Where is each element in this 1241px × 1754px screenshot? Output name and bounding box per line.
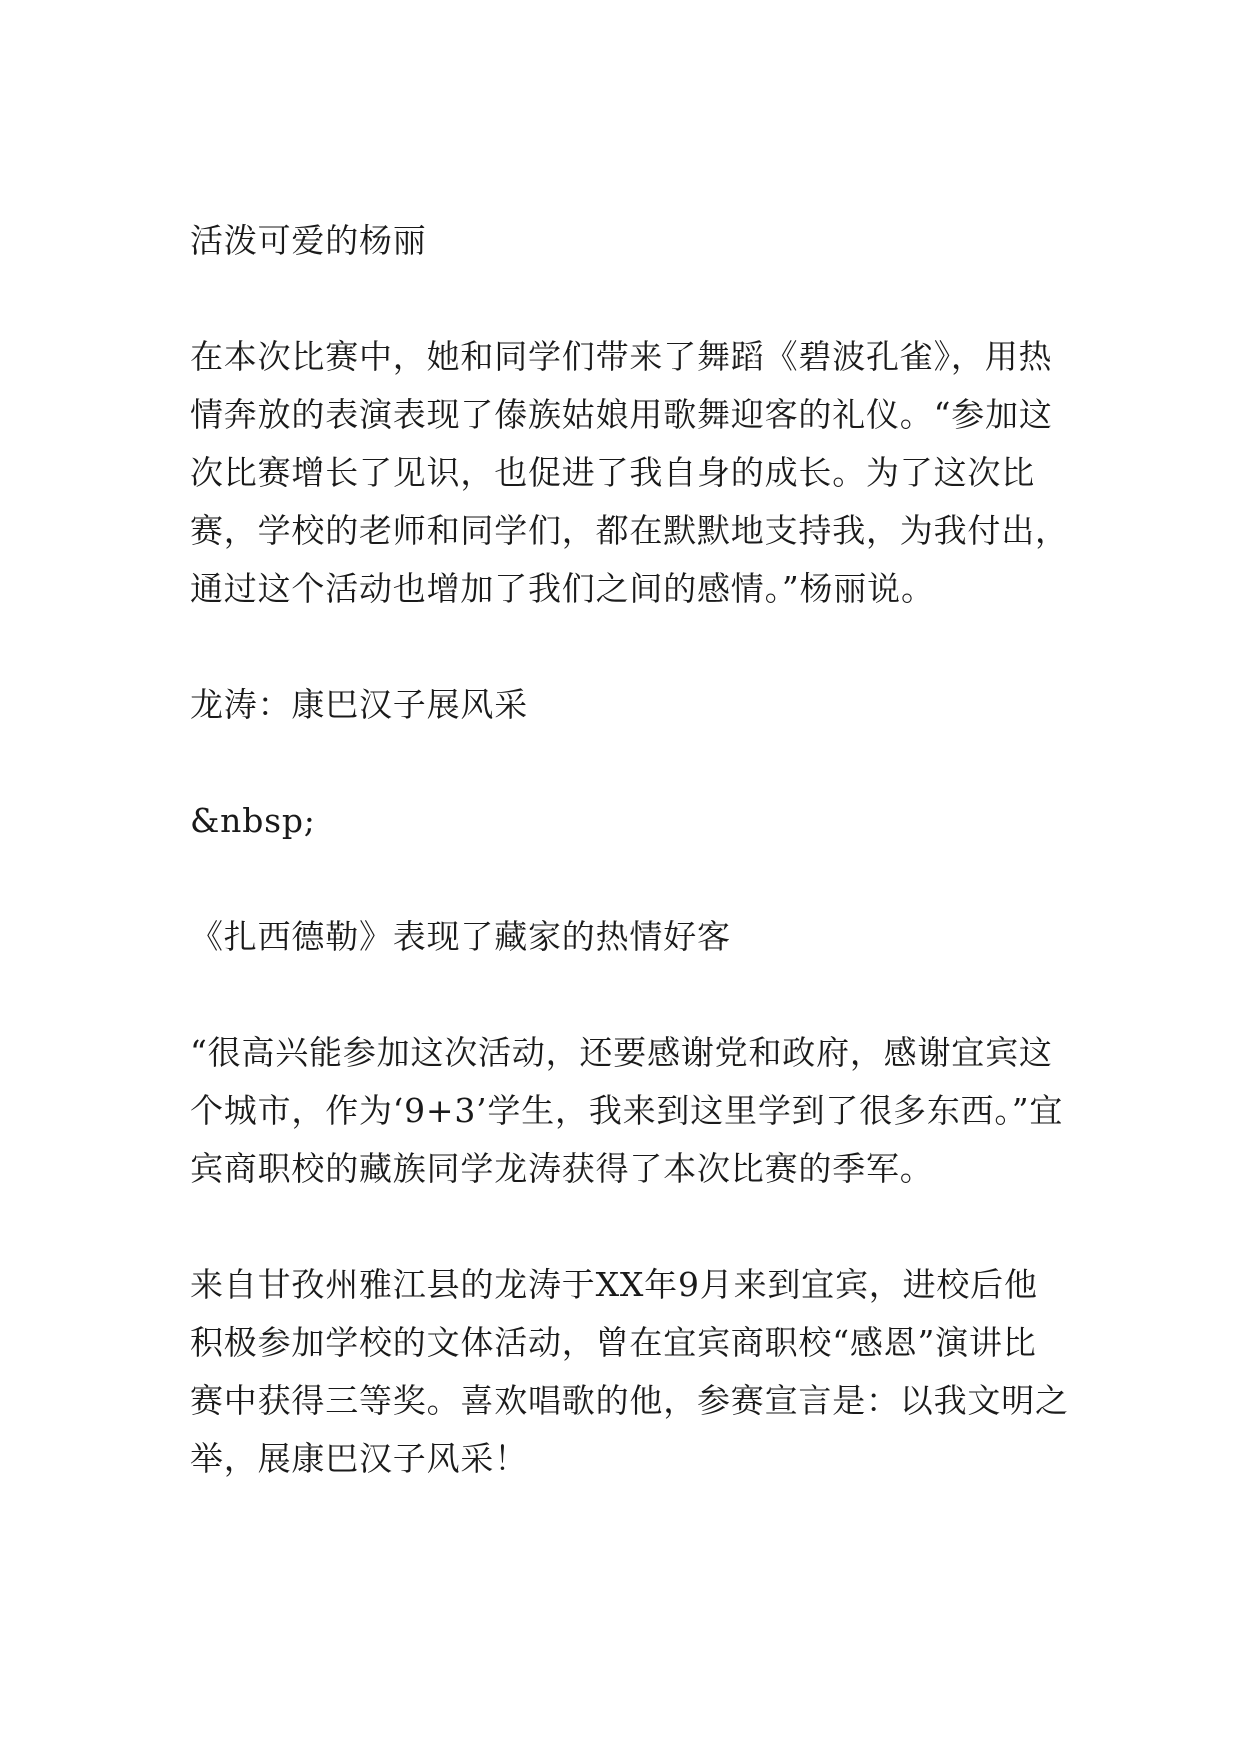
paragraph-yang-li-performance: 在本次比赛中，她和同学们带来了舞蹈《碧波孔雀》，用热情奔放的表演表现了傣族姑娘用歌舞迎客的礼仪。“参加这次比赛增长了见识，也促进了我自身的成长。为了这次比赛，学校的老师和同学们，都在默默地支持我，为我付出，通过这个活动也增加了我们之间的感情。”杨丽说。	[190, 337, 1069, 608]
placeholder-nbsp-text: &nbsp;	[190, 801, 316, 840]
paragraph-long-tao-background: 来自甘孜州雅江县的龙涛于XX年9月来到宜宾，进校后他积极参加学校的文体活动，曾在宜宾商职校“感恩”演讲比赛中获得三等奖。喜欢唱歌的他，参赛宣言是：以我文明之举，展康巴汉子风采！	[190, 1265, 1069, 1478]
heading-long-tao: 龙涛：康巴汉子展风采	[190, 685, 528, 724]
document-page	[190, 212, 1070, 1488]
caption-yang-li: 活泼可爱的杨丽	[190, 221, 427, 260]
paragraph-long-tao-quote: “很高兴能参加这次活动，还要感谢党和政府，感谢宜宾这个城市，作为‘9+3’学生，我来到这里学到了很多东西。”宜宾商职校的藏族同学龙涛获得了本次比赛的季军。	[190, 1033, 1064, 1188]
caption-zhaxi-dele: 《扎西德勒》表现了藏家的热情好客	[190, 917, 731, 956]
